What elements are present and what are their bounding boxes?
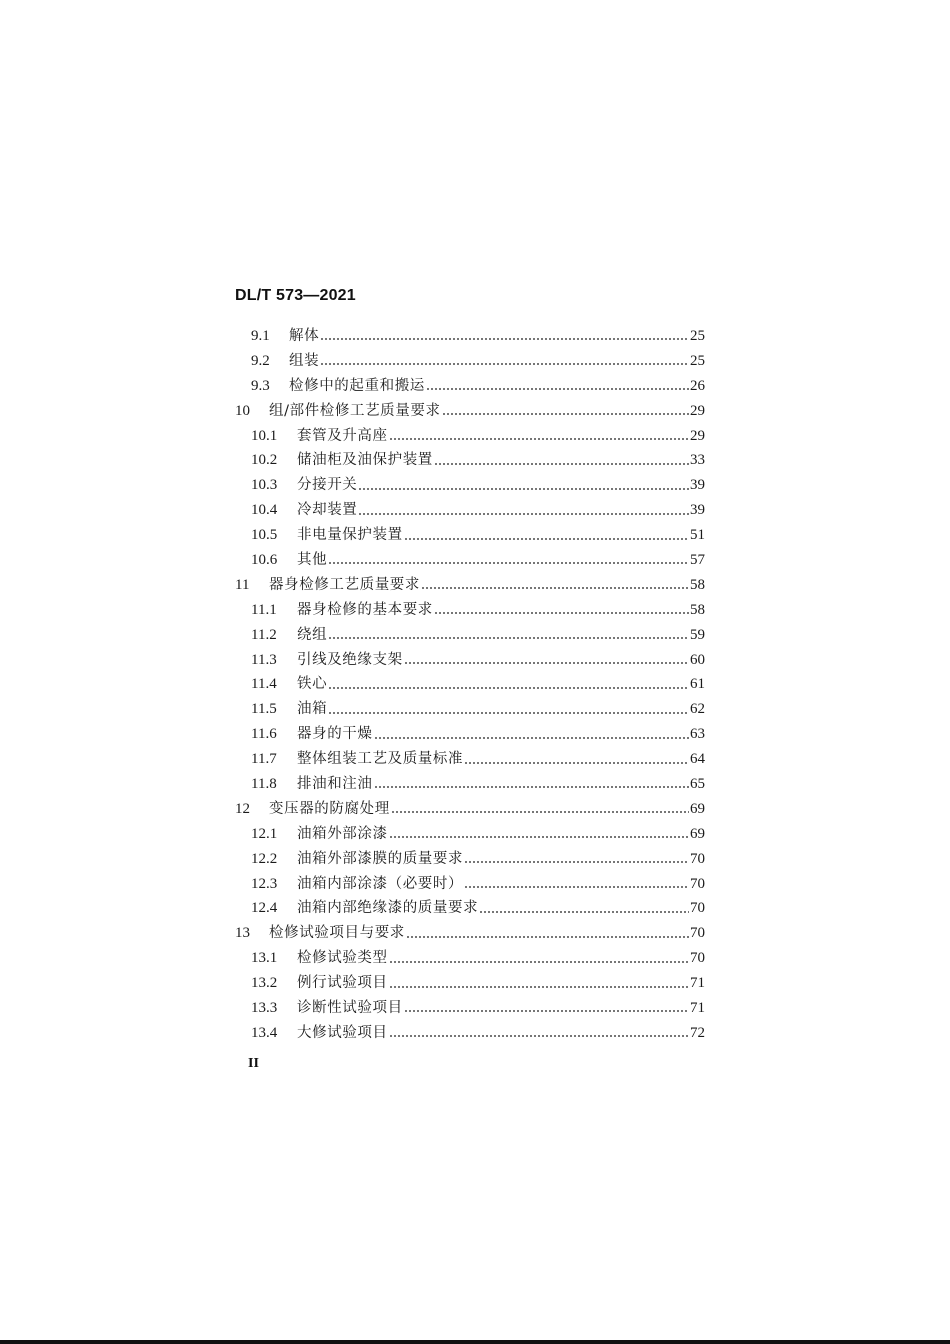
toc-entry bbox=[235, 598, 705, 623]
document-code-header: DL/T 573—2021 bbox=[235, 287, 356, 304]
toc-entry bbox=[235, 847, 705, 872]
toc-entry-number: 12.3 bbox=[251, 875, 278, 892]
toc-entry-title: 其他 bbox=[297, 552, 328, 569]
toc-leader-dots bbox=[479, 903, 689, 915]
toc-entry-number: 10.2 bbox=[251, 452, 278, 469]
toc-entry-number: 10.1 bbox=[251, 427, 278, 444]
toc-leader-dots bbox=[374, 729, 690, 741]
toc-leader-dots bbox=[374, 778, 690, 790]
toc-entry-number: 11.6 bbox=[251, 726, 277, 743]
toc-entry-title: 引线及绝缘支架 bbox=[297, 651, 403, 668]
toc-entry-page: 64 bbox=[690, 751, 705, 768]
toc-entry-number: 13.2 bbox=[251, 975, 278, 992]
toc-entry-title: 检修试验类型 bbox=[297, 950, 388, 967]
toc-entry-number: 10.4 bbox=[251, 502, 278, 519]
toc-entry-page: 63 bbox=[690, 726, 705, 743]
toc-entry-page: 25 bbox=[690, 352, 705, 369]
toc-entry bbox=[235, 797, 705, 822]
toc-entry-page: 33 bbox=[690, 452, 705, 469]
toc-entry-page: 70 bbox=[690, 900, 705, 917]
toc-leader-dots bbox=[404, 1002, 689, 1014]
toc-entry-number: 10.3 bbox=[251, 477, 278, 494]
toc-leader-dots bbox=[389, 1027, 689, 1039]
toc-entry-number: 13.3 bbox=[251, 1000, 278, 1017]
toc-entry-page: 70 bbox=[690, 850, 705, 867]
toc-entry-page: 69 bbox=[690, 800, 705, 817]
toc-entry-title: 油箱 bbox=[297, 701, 328, 718]
toc-leader-dots bbox=[464, 878, 689, 890]
toc-entry bbox=[235, 672, 705, 697]
toc-entry bbox=[235, 448, 705, 473]
toc-entry-title: 组/部件检修工艺质量要求 bbox=[269, 402, 441, 419]
toc-entry-page: 72 bbox=[690, 1024, 705, 1041]
toc-entry-number: 11.2 bbox=[251, 626, 277, 643]
toc-entry bbox=[235, 349, 705, 374]
toc-entry-title: 大修试验项目 bbox=[297, 1024, 388, 1041]
toc-entry bbox=[235, 648, 705, 673]
toc-entry-page: 71 bbox=[690, 975, 705, 992]
toc-entry-number: 11.7 bbox=[251, 751, 277, 768]
toc-entry bbox=[235, 623, 705, 648]
toc-entry bbox=[235, 872, 705, 897]
toc-entry-page: 39 bbox=[690, 502, 705, 519]
toc-entry bbox=[235, 971, 705, 996]
toc-entry-title: 分接开关 bbox=[297, 477, 358, 494]
toc-entry-number: 10.5 bbox=[251, 527, 278, 544]
toc-leader-dots bbox=[464, 853, 689, 865]
toc-entry-number: 9.3 bbox=[251, 377, 270, 394]
toc-entry-number: 12.1 bbox=[251, 825, 278, 842]
toc-entry bbox=[235, 324, 705, 349]
toc-entry-title: 油箱外部涂漆 bbox=[297, 825, 388, 842]
toc-leader-dots bbox=[404, 530, 689, 542]
toc-entry bbox=[235, 747, 705, 772]
toc-entry bbox=[235, 473, 705, 498]
toc-entry-title: 非电量保护装置 bbox=[297, 527, 403, 544]
toc-entry-number: 11.8 bbox=[251, 776, 277, 793]
toc-entry-page: 58 bbox=[690, 576, 705, 593]
toc-entry-title: 变压器的防腐处理 bbox=[269, 800, 390, 817]
toc-entry bbox=[235, 548, 705, 573]
toc-entry-number: 11.5 bbox=[251, 701, 277, 718]
toc-entry bbox=[235, 573, 705, 598]
toc-entry-number: 12 bbox=[235, 800, 250, 817]
toc-entry-number: 12.4 bbox=[251, 900, 278, 917]
toc-entry-page: 65 bbox=[690, 776, 705, 793]
toc-entry-title: 整体组装工艺及质量标准 bbox=[297, 751, 464, 768]
toc-entry-title: 例行试验项目 bbox=[297, 975, 388, 992]
toc-leader-dots bbox=[328, 629, 689, 641]
toc-entry-title: 冷却装置 bbox=[297, 502, 358, 519]
toc-entry bbox=[235, 996, 705, 1021]
toc-entry bbox=[235, 523, 705, 548]
toc-entry-title: 器身的干燥 bbox=[297, 726, 373, 743]
toc-entry bbox=[235, 399, 705, 424]
toc-entry-page: 58 bbox=[690, 601, 705, 618]
toc-leader-dots bbox=[328, 679, 689, 691]
toc-entry-number: 9.1 bbox=[251, 328, 270, 344]
toc-entry-number: 9.2 bbox=[251, 352, 270, 369]
toc-leader-dots bbox=[358, 480, 689, 492]
toc-entry-page: 25 bbox=[690, 328, 705, 344]
toc-entry-title: 套管及升高座 bbox=[297, 427, 388, 444]
toc-entry bbox=[235, 946, 705, 971]
toc-entry-title: 检修中的起重和搬运 bbox=[289, 377, 425, 394]
toc-entry-number: 13 bbox=[235, 925, 250, 942]
toc-entry-page: 51 bbox=[690, 527, 705, 544]
toc-entry-title: 检修试验项目与要求 bbox=[269, 925, 405, 942]
toc-leader-dots bbox=[406, 928, 689, 940]
toc-entry bbox=[235, 498, 705, 523]
toc-entry-page: 69 bbox=[690, 825, 705, 842]
bottom-edge-rule bbox=[0, 1340, 950, 1344]
toc-leader-dots bbox=[421, 579, 689, 591]
toc-entry-number: 11.1 bbox=[251, 601, 277, 618]
toc-entry-title: 解体 bbox=[289, 328, 320, 344]
toc-entry bbox=[235, 1021, 705, 1046]
toc-entry-title: 诊断性试验项目 bbox=[297, 1000, 403, 1017]
toc-leader-dots bbox=[442, 405, 689, 417]
toc-entry bbox=[235, 822, 705, 847]
toc-leader-dots bbox=[389, 430, 689, 442]
toc-entry-title: 器身检修的基本要求 bbox=[297, 601, 433, 618]
toc-entry-page: 39 bbox=[690, 477, 705, 494]
toc-leader-dots bbox=[328, 704, 689, 716]
toc-entry-number: 10 bbox=[235, 402, 250, 419]
toc-entry-title: 铁心 bbox=[297, 676, 328, 693]
toc-entry-title: 储油柜及油保护装置 bbox=[297, 452, 433, 469]
toc-entry-number: 13.4 bbox=[251, 1024, 278, 1041]
toc-leader-dots bbox=[320, 330, 689, 342]
toc-entry-page: 29 bbox=[690, 427, 705, 444]
toc-entry-title: 组装 bbox=[289, 352, 320, 369]
toc-leader-dots bbox=[320, 355, 689, 367]
toc-leader-dots bbox=[404, 654, 689, 666]
toc-entry bbox=[235, 772, 705, 797]
toc-leader-dots bbox=[328, 554, 689, 566]
toc-entry-number: 11.4 bbox=[251, 676, 277, 693]
toc-entry-number: 11 bbox=[235, 576, 250, 593]
toc-entry bbox=[235, 697, 705, 722]
toc-entry-page: 26 bbox=[690, 377, 705, 394]
toc-entry-page: 57 bbox=[690, 552, 705, 569]
toc-entry-number: 12.2 bbox=[251, 850, 278, 867]
toc-leader-dots bbox=[389, 978, 689, 990]
toc-entry-page: 29 bbox=[690, 402, 705, 419]
toc-entry-page: 61 bbox=[690, 676, 705, 693]
toc-entry bbox=[235, 896, 705, 921]
toc-entry-number: 13.1 bbox=[251, 950, 278, 967]
toc-leader-dots bbox=[389, 953, 689, 965]
table-of-contents bbox=[235, 324, 705, 1046]
toc-leader-dots bbox=[358, 505, 689, 517]
toc-entry-page: 60 bbox=[690, 651, 705, 668]
toc-entry-number: 10.6 bbox=[251, 552, 278, 569]
toc-entry-title: 油箱外部漆膜的质量要求 bbox=[297, 850, 464, 867]
page-number: II bbox=[248, 1056, 259, 1071]
toc-entry-number: 11.3 bbox=[251, 651, 277, 668]
toc-leader-dots bbox=[426, 380, 689, 392]
toc-entry-page: 70 bbox=[690, 875, 705, 892]
toc-entry-page: 70 bbox=[690, 950, 705, 967]
toc-leader-dots bbox=[391, 803, 689, 815]
toc-leader-dots bbox=[464, 754, 689, 766]
toc-entry-title: 油箱内部绝缘漆的质量要求 bbox=[297, 900, 479, 917]
toc-entry-page: 59 bbox=[690, 626, 705, 643]
toc-entry bbox=[235, 374, 705, 399]
toc-entry-title: 排油和注油 bbox=[297, 776, 373, 793]
toc-leader-dots bbox=[434, 455, 689, 467]
toc-leader-dots bbox=[434, 604, 689, 616]
toc-entry-title: 绕组 bbox=[297, 626, 328, 643]
toc-entry-page: 71 bbox=[690, 1000, 705, 1017]
toc-entry-page: 70 bbox=[690, 925, 705, 942]
toc-entry bbox=[235, 424, 705, 449]
toc-entry-title: 油箱内部涂漆（必要时） bbox=[297, 875, 464, 892]
toc-entry bbox=[235, 722, 705, 747]
toc-leader-dots bbox=[389, 828, 689, 840]
toc-entry bbox=[235, 921, 705, 946]
toc-entry-page: 62 bbox=[690, 701, 705, 718]
toc-entry-title: 器身检修工艺质量要求 bbox=[269, 576, 420, 593]
